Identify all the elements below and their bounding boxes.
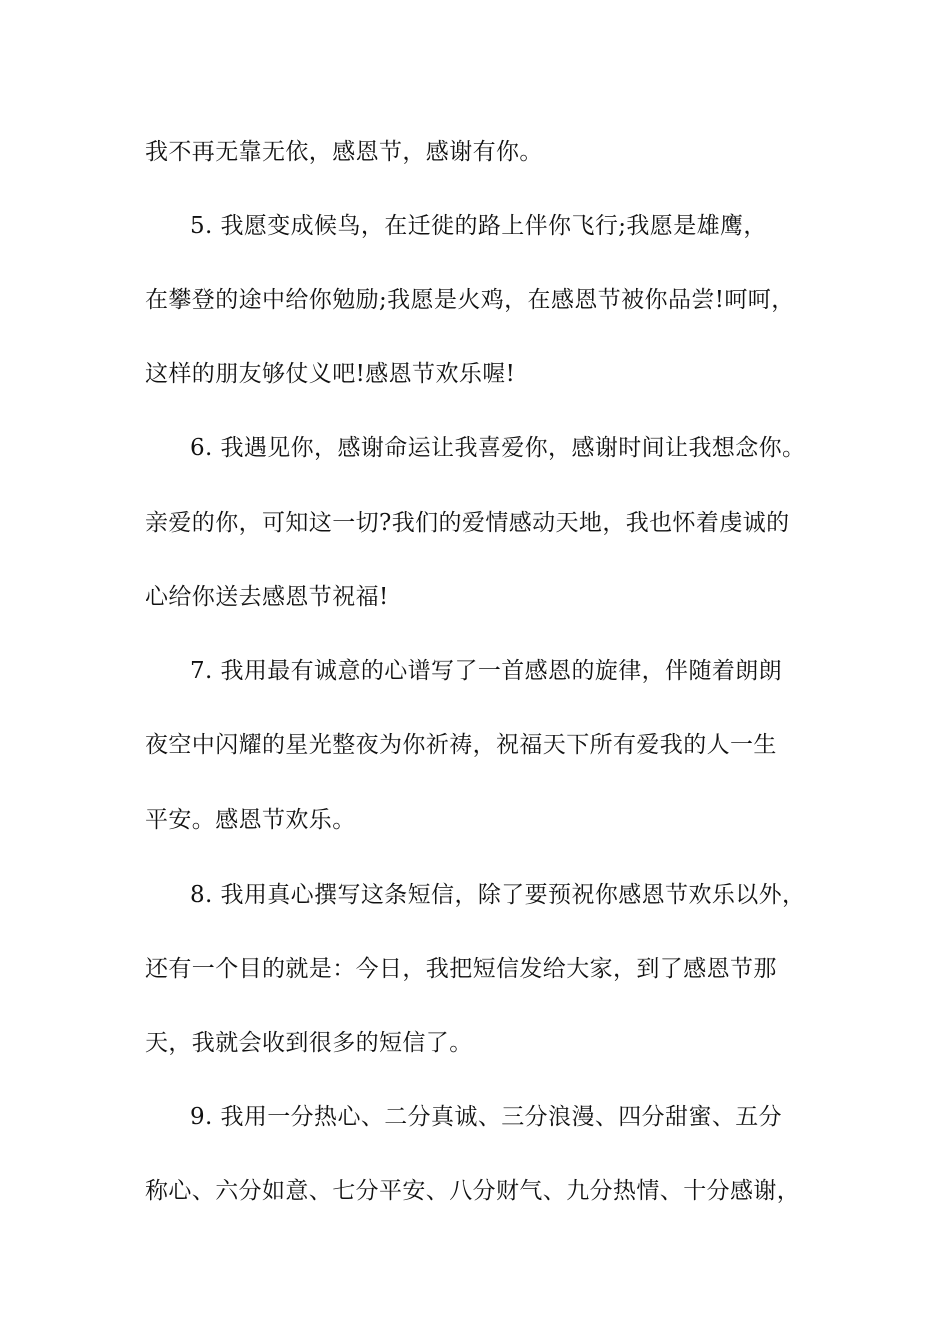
text-line: 心给你送去感恩节祝福! (145, 584, 389, 610)
text-line: 平安。感恩节欢乐。 (145, 807, 356, 833)
list-item-9-line: 9. 我用一分热心、二分真诚、三分浪漫、四分甜蜜、五分 (190, 1104, 783, 1130)
text-line: 亲爱的你，可知这一切?我们的爱情感动天地，我也怀着虔诚的 (145, 510, 790, 536)
text-line: 这样的朋友够仗义吧!感恩节欢乐喔! (145, 361, 516, 387)
text-line: 天，我就会收到很多的短信了。 (145, 1030, 473, 1056)
text-line: 夜空中闪耀的星光整夜为你祈祷，祝福天下所有爱我的人一生 (145, 732, 777, 758)
text-line: 称心、六分如意、七分平安、八分财气、九分热情、十分感谢， (145, 1178, 801, 1204)
text-line: 在攀登的途中给你勉励;我愿是火鸡，在感恩节被你品尝!呵呵， (145, 287, 795, 313)
list-item-8-line: 8. 我用真心撰写这条短信，除了要预祝你感恩节欢乐以外， (190, 882, 806, 908)
list-item-6-line: 6. 我遇见你，感谢命运让我喜爱你，感谢时间让我想念你。 (190, 435, 806, 461)
list-item-7-line: 7. 我用最有诚意的心谱写了一首感恩的旋律，伴随着朗朗 (190, 658, 783, 684)
text-line: 还有一个目的就是：今日，我把短信发给大家，到了感恩节那 (145, 956, 777, 982)
text-line: 我不再无靠无依，感恩节，感谢有你。 (145, 139, 543, 165)
list-item-5-line: 5. 我愿变成候鸟，在迁徙的路上伴你飞行;我愿是雄鹰， (190, 213, 767, 239)
